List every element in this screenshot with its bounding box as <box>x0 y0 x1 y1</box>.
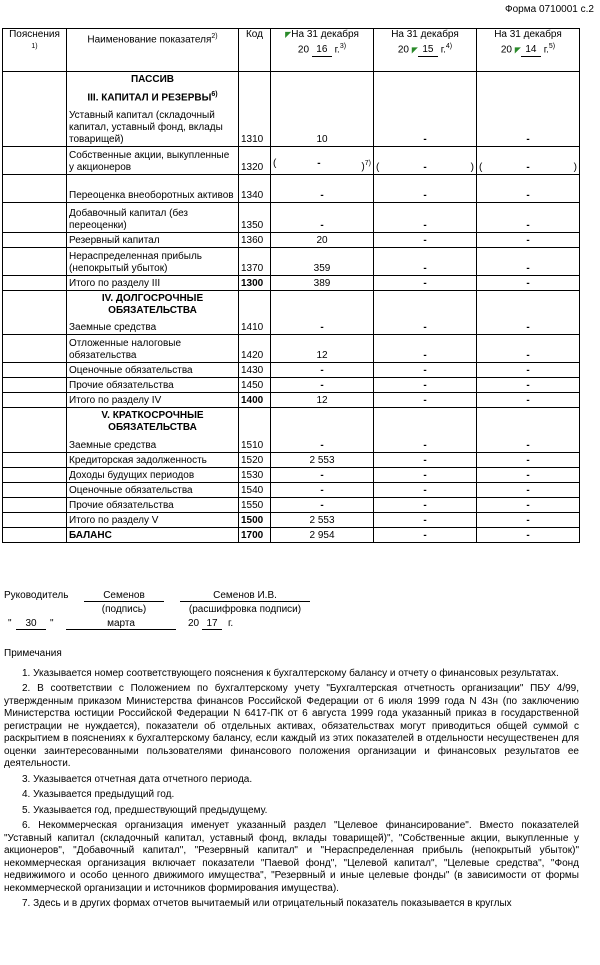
section-title-row <box>3 290 580 319</box>
value-2016: 2 954 <box>271 527 374 542</box>
full-name-caption: (расшифровка подписи) <box>188 604 302 615</box>
value-2014: - <box>477 497 580 512</box>
header-date-2015: На 31 декабря 20 ◤ 15 г.$^{4)}$ <box>374 29 477 72</box>
row-name: Отложенные налоговые обязательства <box>67 335 239 363</box>
value-2014: - <box>477 393 580 408</box>
value-2015: - <box>374 232 477 247</box>
value-2016: - <box>271 174 374 202</box>
table-row-total <box>3 512 580 527</box>
table-row <box>3 232 580 247</box>
value-2014: - <box>477 232 580 247</box>
row-code: 1410 <box>239 319 271 335</box>
table-row <box>3 247 580 275</box>
value-2015: - <box>374 335 477 363</box>
value-2015: - <box>374 527 477 542</box>
passive-title: ПАССИВ <box>67 72 239 89</box>
value-2015: - <box>374 393 477 408</box>
row-code: 1400 <box>239 393 271 408</box>
value-2016: ( - )$^{7)}$ <box>271 146 374 174</box>
row-name: Кредиторская задолженность <box>67 452 239 467</box>
form-number: Форма 0710001 с.2 <box>505 4 594 15</box>
row-code: 1370 <box>239 247 271 275</box>
row-code: 1550 <box>239 497 271 512</box>
table-row <box>3 482 580 497</box>
value-2016: 2 553 <box>271 452 374 467</box>
value-2014: - <box>477 319 580 335</box>
value-2014: - <box>477 174 580 202</box>
table-row <box>3 319 580 335</box>
row-name: Итого по разделу III <box>67 275 239 290</box>
value-2014: - <box>477 527 580 542</box>
section-title-row <box>3 408 580 437</box>
value-2014: - <box>477 247 580 275</box>
value-2015: - <box>374 378 477 393</box>
row-name: Оценочные обязательства <box>67 363 239 378</box>
value-2014: - <box>477 378 580 393</box>
table-row-total <box>3 275 580 290</box>
value-2015: - <box>374 174 477 202</box>
row-name: Заемные средства <box>67 319 239 335</box>
row-name: Нераспределенная прибыль (непокрытый убыток) <box>67 247 239 275</box>
value-2014: ( - ) <box>477 146 580 174</box>
table-row <box>3 174 580 202</box>
table-row <box>3 363 580 378</box>
value-2015: - <box>374 497 477 512</box>
row-code: 1340 <box>239 174 271 202</box>
sign-year-prefix: 20 <box>188 618 200 629</box>
value-2016: 20 <box>271 232 374 247</box>
table-row <box>3 106 580 146</box>
value-2016: - <box>271 378 374 393</box>
note-3: 3. Указывается отчетная дата отчетного периода. <box>22 773 253 785</box>
signature-caption: (подпись) <box>101 604 147 615</box>
note-5: 5. Указывается год, предшествующий предыдущему. <box>22 804 268 816</box>
row-name: Собственные акции, выкупленные у акционеров <box>67 146 239 174</box>
value-2016: 10 <box>271 106 374 146</box>
row-name: Оценочные обязательства <box>67 482 239 497</box>
header-code: Код <box>239 29 271 72</box>
note-4: 4. Указывается предыдущий год. <box>22 789 175 800</box>
value-2016: - <box>271 319 374 335</box>
row-code: 1360 <box>239 232 271 247</box>
row-name: Уставный капитал (складочный капитал, уставный фонд, вклады товарищей) <box>67 106 239 146</box>
table-row <box>3 436 580 452</box>
notes <box>4 648 579 914</box>
row-name: Прочие обязательства <box>67 378 239 393</box>
row-code: 1350 <box>239 202 271 232</box>
section-3-title: III. КАПИТАЛ И РЕЗЕРВЫ$^{6)}$ <box>67 88 239 106</box>
value-2015: - <box>374 275 477 290</box>
section-5-title: V. КРАТКОСРОЧНЫЕ ОБЯЗАТЕЛЬСТВА <box>67 408 239 437</box>
value-2014: - <box>477 335 580 363</box>
signature-name: Семенов <box>84 590 164 602</box>
table-row <box>3 467 580 482</box>
header-date-2016: ◤На 31 декабря 20 16 г.$^{3)}$ <box>271 29 374 72</box>
table-row <box>3 378 580 393</box>
row-code: 1540 <box>239 482 271 497</box>
row-code: 1530 <box>239 467 271 482</box>
header-name: Наименование показателя$^{2)}$ <box>67 29 239 72</box>
value-2015: ( - ) <box>374 146 477 174</box>
row-code: 1520 <box>239 452 271 467</box>
value-2016: - <box>271 467 374 482</box>
value-2016: 12 <box>271 335 374 363</box>
value-2014: - <box>477 363 580 378</box>
value-2016: - <box>271 436 374 452</box>
head-label: Руководитель <box>4 590 69 601</box>
value-2014: - <box>477 512 580 527</box>
value-2014: - <box>477 275 580 290</box>
sign-year: 17 <box>202 618 222 630</box>
value-2015: - <box>374 482 477 497</box>
quote-open: " <box>8 618 12 629</box>
value-2016: - <box>271 482 374 497</box>
value-2014: - <box>477 106 580 146</box>
row-name: Переоценка внеоборотных активов <box>67 174 239 202</box>
note-6: 6. Некоммерческая организация именует указанный раздел "Целевое финансирование". Вместо показателей "Уставный капитал (складочный капитал, уставный фонд, вклады товарищей)", "Собственные акции, выкупленные у акционеров", "Добавочный капитал", "Резервный капитал" и "Нераспределенная прибыль (непокрытый убыток)" некоммерческая организация включает показатели "Паевой фонд", "Целевой капитал", "Целевые средства", "Фонд недвижимого и особо ценного движимого имущества", "Резервный и иные целевые фонды" (в зависимости от формы некоммерческой организации и источников формирования имущества). <box>4 820 579 894</box>
section-4-title: IV. ДОЛГОСРОЧНЫЕ ОБЯЗАТЕЛЬСТВА <box>67 290 239 319</box>
value-2016: 12 <box>271 393 374 408</box>
row-code: 1700 <box>239 527 271 542</box>
row-code: 1320 <box>239 146 271 174</box>
value-2015: - <box>374 436 477 452</box>
table-header <box>3 29 580 72</box>
row-name: Заемные средства <box>67 436 239 452</box>
value-2015: - <box>374 512 477 527</box>
row-code: 1300 <box>239 275 271 290</box>
value-2014: - <box>477 482 580 497</box>
row-code: 1310 <box>239 106 271 146</box>
table-row <box>3 146 580 174</box>
note-7: 7. Здесь и в других формах отчетов вычитаемый или отрицательный показатель показывается в круглых <box>22 898 512 909</box>
value-2014: - <box>477 436 580 452</box>
table-row <box>3 452 580 467</box>
notes-title: Примечания <box>4 648 62 659</box>
sign-year-suffix: г. <box>228 618 234 629</box>
table-row-balance <box>3 527 580 542</box>
row-code: 1500 <box>239 512 271 527</box>
section-title-row <box>3 88 580 106</box>
full-name: Семенов И.В. <box>180 590 310 602</box>
row-name: Доходы будущих периодов <box>67 467 239 482</box>
table-row-total <box>3 393 580 408</box>
value-2014: - <box>477 202 580 232</box>
sign-month: марта <box>66 618 176 630</box>
value-2015: - <box>374 319 477 335</box>
value-2015: - <box>374 202 477 232</box>
note-1: 1. Указывается номер соответствующего пояснения к бухгалтерскому балансу и отчету о финансовых результатах. <box>22 667 559 679</box>
value-2016: - <box>271 202 374 232</box>
row-name: Итого по разделу IV <box>67 393 239 408</box>
row-name: Добавочный капитал (без переоценки) <box>67 202 239 232</box>
quote-close: " <box>50 618 54 629</box>
signature-block <box>4 590 594 632</box>
table-row <box>3 202 580 232</box>
value-2015: - <box>374 467 477 482</box>
table-row <box>3 335 580 363</box>
value-2014: - <box>477 452 580 467</box>
value-2016: 389 <box>271 275 374 290</box>
table-row <box>3 497 580 512</box>
row-name: БАЛАНС <box>67 527 239 542</box>
header-explanations: Пояснения $^{1)}$ <box>3 29 67 72</box>
row-code: 1420 <box>239 335 271 363</box>
sign-day: 30 <box>16 618 46 630</box>
row-name: Резервный капитал <box>67 232 239 247</box>
value-2016: - <box>271 363 374 378</box>
value-2015: - <box>374 106 477 146</box>
value-2016: - <box>271 497 374 512</box>
value-2015: - <box>374 363 477 378</box>
balance-table <box>2 28 580 543</box>
row-code: 1430 <box>239 363 271 378</box>
row-code: 1510 <box>239 436 271 452</box>
note-2: 2. В соответствии с Положением по бухгалтерскому учету "Бухгалтерская отчетность организации" ПБУ 4/99, утвержденным приказом Министерства финансов Российской Федерации от 6 июля 1999 года N 43н (по заключению Министерства юстиции Российской Федерации N 6417-ПК от 6 августа 1999 года указанный приказ в государственной регистрации не нуждается), показатели об отдельных активах, обязательствах могут приводиться общей суммой с раскрытием в пояснениях к бухгалтерскому балансу, если каждый из этих показателей в отдельности несущественен для оценки заинтересованными пользователями финансового положения организации и финансовых результатов ее деятельности. <box>4 683 579 769</box>
header-date-2014: На 31 декабря 20 ◤ 14 г.$^{5)}$ <box>477 29 580 72</box>
row-name: Прочие обязательства <box>67 497 239 512</box>
value-2015: - <box>374 452 477 467</box>
value-2016: 359 <box>271 247 374 275</box>
section-title-row <box>3 72 580 89</box>
row-name: Итого по разделу V <box>67 512 239 527</box>
value-2016: 2 553 <box>271 512 374 527</box>
value-2015: - <box>374 247 477 275</box>
row-code: 1450 <box>239 378 271 393</box>
value-2014: - <box>477 467 580 482</box>
